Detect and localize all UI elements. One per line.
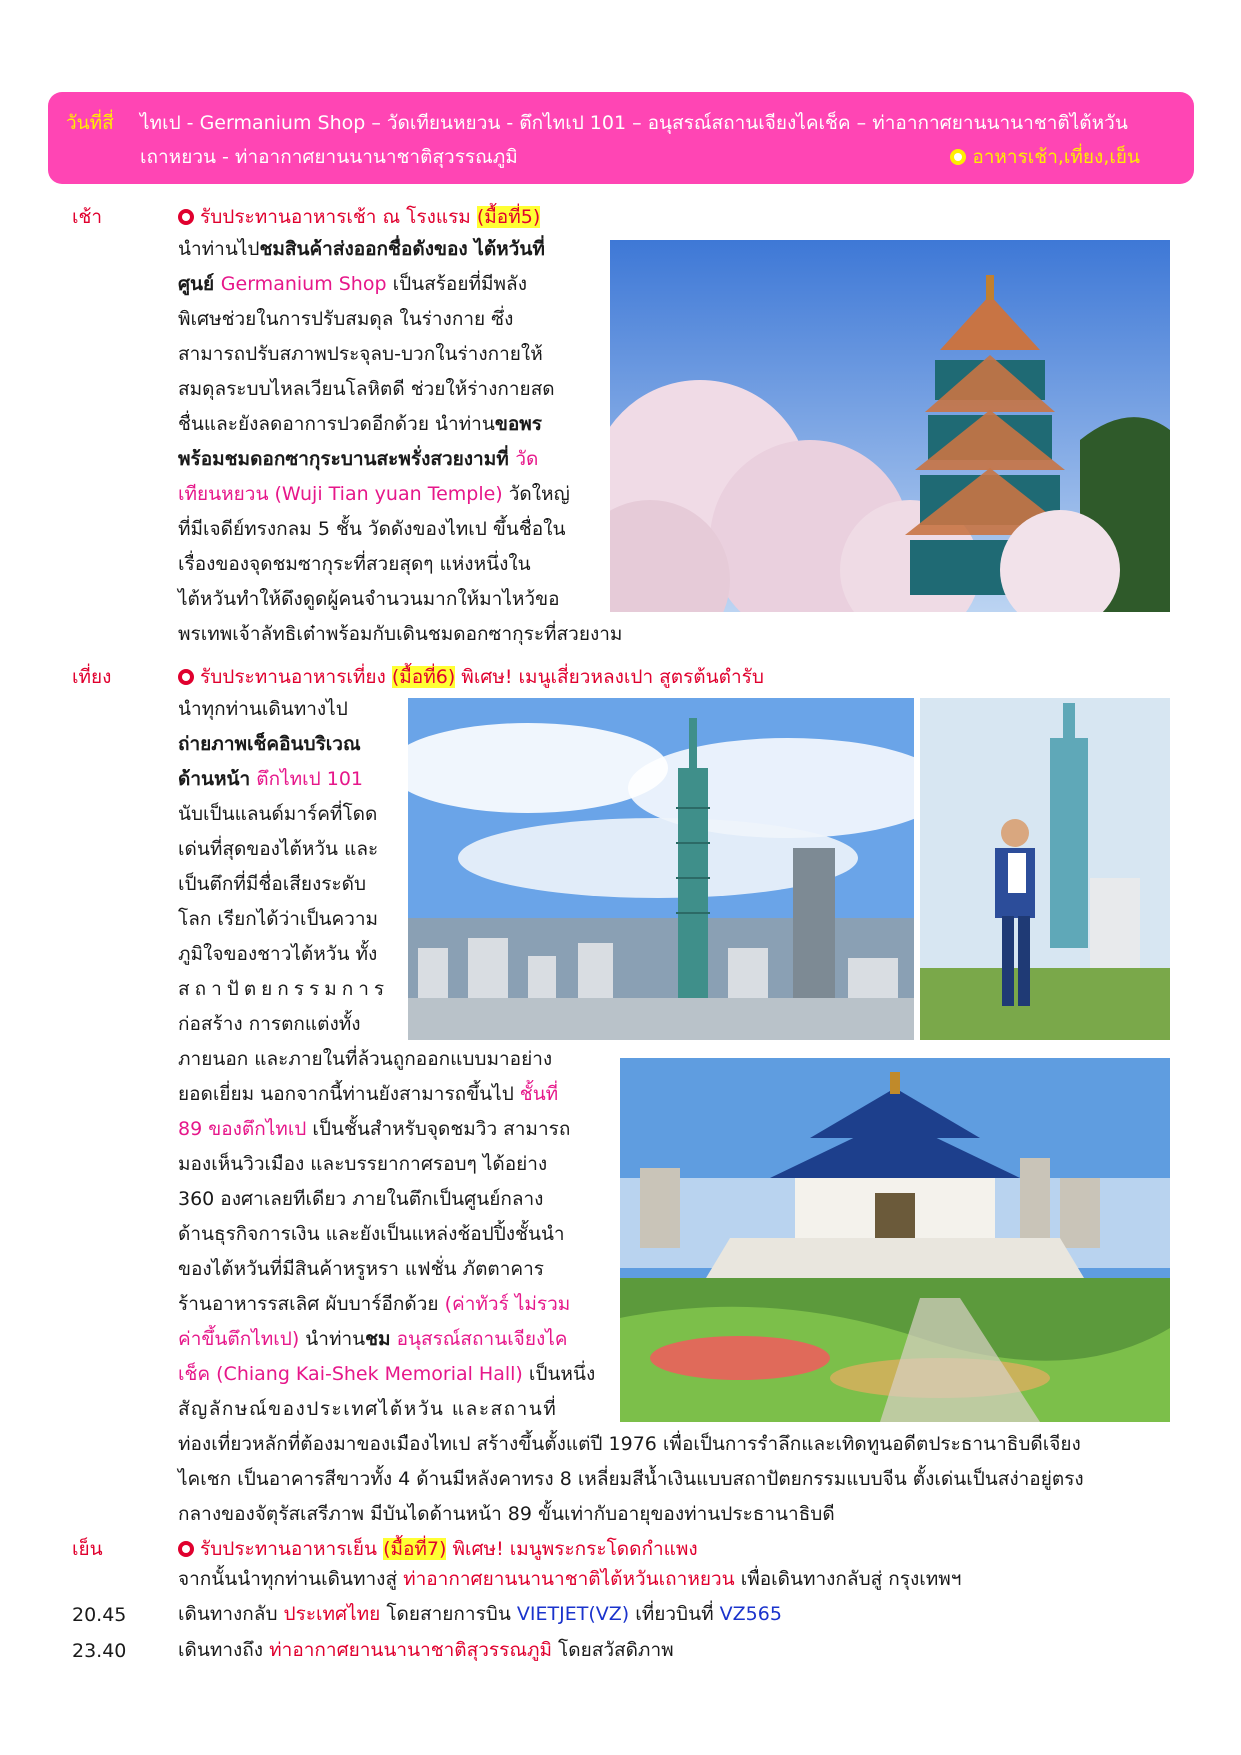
route-line-2: เถาหยวน - ท่าอากาศยานนานาชาติสุวรรณภูมิ <box>140 146 518 168</box>
time-morning: เช้า <box>72 206 103 228</box>
place-temple-name: เทียนหยวน (Wuji Tian yuan Temple) <box>178 483 503 505</box>
place-taipei-101: ตึกไทเป 101 <box>250 768 364 790</box>
meal-dinner-special: พิเศษ! เมนูพระกระโดดกำแพง <box>446 1538 698 1560</box>
text: กลางของจัตุรัสเสรีภาพ มีบันไดด้านหน้า 89 ขั้นเท่ากับอายุของท่านประธานาธิบดี <box>178 1503 835 1525</box>
text: สถาปัตยกรรมการ <box>178 978 390 1000</box>
text: โดยสวัสดิภาพ <box>552 1639 674 1661</box>
meal-lunch-special: พิเศษ! เมนูเสี่ยวหลงเปา สูตรต้นตำรับ <box>455 666 764 688</box>
day-label: วันที่สี่ <box>66 112 114 134</box>
text: ก่อสร้าง การตกแต่งทั้ง <box>178 1013 361 1035</box>
place-cks-memorial: อนุสรณ์สถานเจียงไค <box>390 1328 568 1350</box>
plate-icon <box>178 1541 194 1557</box>
text: ของไต้หวันที่มีสินค้าหรูหรา แฟชั่น ภัตตาคาร <box>178 1258 545 1280</box>
text-bold: ศูนย์ <box>178 273 221 295</box>
text: 360 องศาเลยทีเดียว ภายในตึกเป็นศูนย์กลาง <box>178 1188 544 1210</box>
destination-thailand: ประเทศไทย <box>283 1603 381 1625</box>
meal-lunch <box>178 662 764 692</box>
noon-paragraph-full <box>178 1427 1084 1532</box>
place-floor-89: ชั้นที่ <box>519 1083 559 1105</box>
meal-dinner-tag: (มื้อที่7) <box>383 1538 447 1560</box>
plate-icon <box>178 669 194 685</box>
place-cks-memorial-name: เช็ค (Chiang Kai-Shek Memorial Hall) <box>178 1363 523 1385</box>
text-bold: ชม <box>365 1328 391 1350</box>
text: สมดุลระบบไหลเวียนโลหิตดี ช่วยให้ร่างกายสด <box>178 378 555 400</box>
text: ชื่นและยังลดอาการปวดอีกด้วย นำท่าน <box>178 413 495 435</box>
text: เที่ยวบินที่ <box>629 1603 720 1625</box>
text: มองเห็นวิวเมือง และบรรยากาศรอบๆ ได้อย่าง <box>178 1153 548 1175</box>
meal-lunch-tag: (มื้อที่6) <box>391 666 456 688</box>
route-line-1: ไทเป - Germanium Shop – วัดเทียนหยวน - ตึกไทเป 101 – อนุสรณ์สถานเจียงไคเช็ค – ท่าอากาศยานนานาชาติไต้หวัน <box>140 112 1128 134</box>
departure-line <box>178 1597 782 1632</box>
text: พรเทพเจ้าลัทธิเต๋าพร้อมกับเดินชมดอกซากุระที่สวยงาม <box>178 623 623 645</box>
text: ไคเชก เป็นอาคารสีขาวทั้ง 4 ด้านมีหลังคาทรง 8 เหลี่ยมสีน้ำเงินแบบสถาปัตยกรรมแบบจีน ตั้งเด่นเป็นสง่าอยู่ตรง <box>178 1468 1084 1490</box>
meal-dinner <box>178 1534 698 1564</box>
place-germanium-shop: Germanium Shop <box>220 273 387 295</box>
meal-dinner-text: รับประทานอาหารเย็น <box>200 1538 384 1560</box>
text: วัดใหญ่ <box>502 483 570 505</box>
day-banner <box>48 92 1194 184</box>
place-taoyuan-airport: ท่าอากาศยานนานาชาติไต้หวันเถาหยวน <box>403 1568 735 1590</box>
text: นำทุกท่านเดินทางไป <box>178 698 348 720</box>
text: ด้านธุรกิจการเงิน และยังเป็นแหล่งช้อปปิ้งชั้นนำ <box>178 1223 565 1245</box>
text: ไต้หวันทำให้ดึงดูดผู้คนจำนวนมากให้มาไหว้ขอ <box>178 588 560 610</box>
text: เป็นสร้อยที่มีพลัง <box>386 273 527 295</box>
noon-paragraph-mid <box>178 1042 595 1427</box>
text-bold: พร้อมชมดอกซากุระบานสะพรั่งสวยงามที่ <box>178 448 516 470</box>
text: สัญลักษณ์ของประเทศไต้หวัน และสถานที่ <box>178 1398 558 1420</box>
evening-paragraph <box>178 1562 961 1597</box>
photo-person-taipei-101 <box>920 698 1170 1040</box>
text-bold: ชมสินค้าส่งออกชื่อดังของ ไต้หวันที่ <box>259 238 545 260</box>
place-temple: วัด <box>515 448 539 470</box>
text: ภายนอก และภายในที่ล้วนถูกออกแบบมาอย่าง <box>178 1048 553 1070</box>
text-bold: ถ่ายภาพเช็คอินบริเวณ <box>178 733 361 755</box>
text: เดินทางถึง <box>178 1639 270 1661</box>
text: โลก เรียกได้ว่าเป็นความ <box>178 908 379 930</box>
place-floor-89-cont: 89 ของตึกไทเป <box>178 1118 307 1140</box>
plate-icon <box>950 149 966 165</box>
photo-cks-memorial-hall <box>620 1058 1170 1422</box>
text: โดยสายการบิน <box>380 1603 517 1625</box>
tour-note-cont: ค่าขึ้นตึกไทเป) <box>178 1328 300 1350</box>
airline-name: VIETJET(VZ) <box>516 1603 630 1625</box>
text: เป็นตึกที่มีชื่อเสียงระดับ <box>178 873 367 895</box>
meal-breakfast <box>178 202 540 232</box>
time-arrival: 23.40 <box>72 1640 127 1662</box>
text: เด่นที่สุดของไต้หวัน และ <box>178 838 379 860</box>
morning-paragraph <box>178 232 622 652</box>
text: เดินทางกลับ <box>178 1603 284 1625</box>
text: เรื่องของจุดชมซากุระที่สวยสุดๆ แห่งหนึ่งใน <box>178 553 531 575</box>
meals-text: อาหารเช้า,เที่ยง,เย็น <box>972 146 1140 168</box>
text: สามารถปรับสภาพประจุลบ-บวกในร่างกายให้ <box>178 343 543 365</box>
text: เป็นชั้นสำหรับจุดชมวิว สามารถ <box>306 1118 571 1140</box>
text-bold: ขอพร <box>494 413 542 435</box>
time-departure: 20.45 <box>72 1604 127 1626</box>
text-bold: ด้านหน้า <box>178 768 251 790</box>
meal-lunch-text: รับประทานอาหารเที่ยง <box>200 666 392 688</box>
meal-breakfast-tag: (มื้อที่5) <box>476 206 541 228</box>
photo-temple-pagoda <box>610 240 1170 612</box>
place-suvarnabhumi-airport: ท่าอากาศยานนานาชาติสุวรรณภูมิ <box>269 1639 552 1661</box>
flight-number: VZ565 <box>719 1603 782 1625</box>
text: นำท่าน <box>299 1328 366 1350</box>
time-evening: เย็น <box>72 1538 103 1560</box>
time-noon: เที่ยง <box>72 666 112 688</box>
text: เป็นหนึ่ง <box>522 1363 596 1385</box>
text: นับเป็นแลนด์มาร์คที่โดด <box>178 803 378 825</box>
meal-breakfast-text: รับประทานอาหารเช้า ณ โรงแรม <box>200 206 477 228</box>
plate-icon <box>178 209 194 225</box>
text: ที่มีเจดีย์ทรงกลม 5 ชั้น วัดดังของไทเป ขึ้นชื่อใน <box>178 518 566 540</box>
tour-note: (ค่าทัวร์ ไม่รวม <box>444 1293 571 1315</box>
photo-taipei-101-skyline <box>408 698 914 1040</box>
text: ท่องเที่ยวหลักที่ต้องมาของเมืองไทเป สร้างขึ้นตั้งแต่ปี 1976 เพื่อเป็นการรำลึกและเทิดทูนอดีตประธานาธิบดีเจียง <box>178 1433 1081 1455</box>
arrival-line <box>178 1633 674 1668</box>
text: เพื่อเดินทางกลับสู่ กรุงเทพฯ <box>734 1568 962 1590</box>
text: จากนั้นนำทุกท่านเดินทางสู่ <box>178 1568 404 1590</box>
text: ยอดเยี่ยม นอกจากนี้ท่านยังสามารถขึ้นไป <box>178 1083 520 1105</box>
text: ภูมิใจของชาวไต้หวัน ทั้ง <box>178 943 378 965</box>
text: นำท่านไป <box>178 238 260 260</box>
meals-summary <box>950 142 1140 172</box>
noon-paragraph-narrow <box>178 692 389 1042</box>
text: พิเศษช่วยในการปรับสมดุล ในร่างกาย ซึ่ง <box>178 308 514 330</box>
text: ร้านอาหารรสเลิศ ผับบาร์อีกด้วย <box>178 1293 445 1315</box>
